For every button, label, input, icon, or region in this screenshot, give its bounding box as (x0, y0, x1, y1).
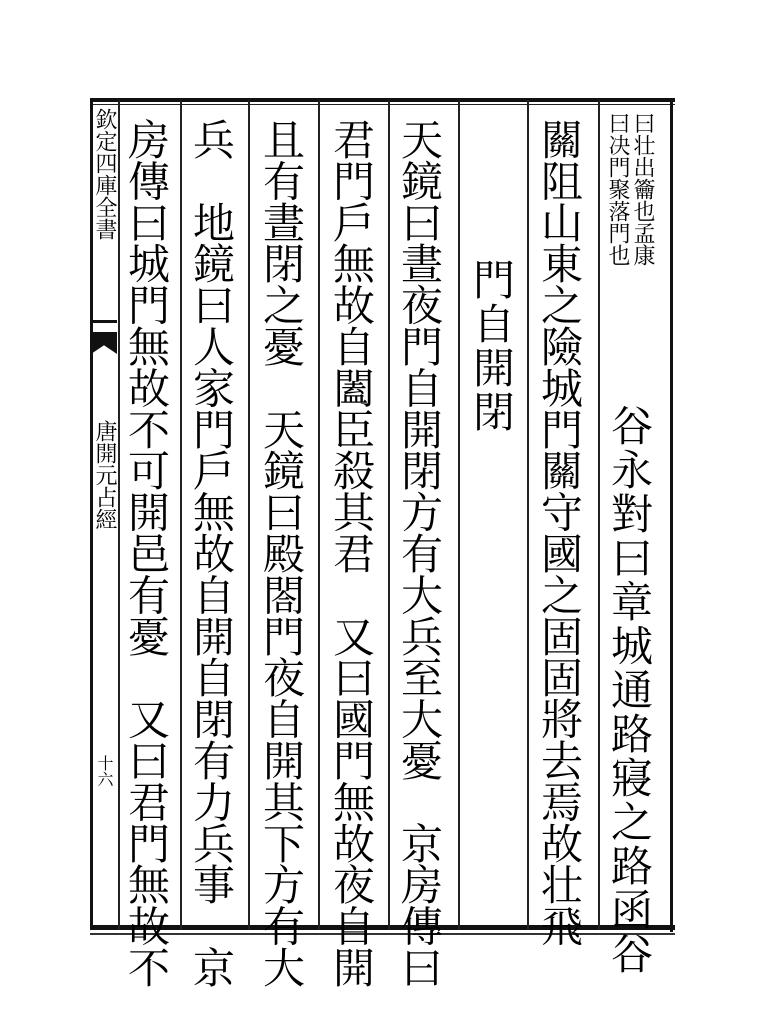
column-rule (527, 100, 529, 930)
column-2-text: 關阻山東之險城門關守國之固固將去焉故壮飛 (535, 118, 584, 947)
margin-divider (118, 100, 120, 930)
margin-book-title: 欽定四庫全書 (92, 108, 117, 240)
margin-work-title: 唐開元占經 (92, 420, 117, 530)
frame-bottom-border (90, 925, 675, 930)
column-3-heading: 門自開閉 (467, 258, 516, 434)
frame-right-border (670, 98, 673, 932)
column-rule (388, 100, 390, 930)
column-7-text: 兵 地鏡曰人家門戶無故自開自閉有力兵事 京 (187, 118, 236, 988)
column-5-text: 君門戶無故自闔臣殺其君 又曰國門無故夜自開 (327, 118, 376, 988)
frame-bottom-inner-border (90, 933, 675, 935)
column-rule (458, 100, 460, 930)
column-6-text: 且有晝閉之憂 天鏡曰殿閤門夜自開其下方有大 (257, 118, 306, 988)
frame-top-border (90, 98, 675, 102)
margin-page-number: 十六 (95, 755, 114, 787)
column-8-text: 房傳曰城門無故不可開邑有憂 又曰君門無故不 (122, 118, 171, 988)
column-rule (318, 100, 320, 930)
fish-tail-bar (91, 320, 117, 323)
column-rule (180, 100, 182, 930)
frame-top-inner-border (90, 104, 675, 105)
annotation-line-left: 曰决門聚落門也 (605, 112, 630, 266)
column-rule (598, 100, 600, 930)
column-1-main-text: 谷永對曰章城通路寢之路函谷 (605, 404, 654, 976)
annotation-line-right: 曰壮出籥也孟康 (630, 112, 655, 266)
column-4-text: 天鏡曰晝夜門自開閉方有大兵至大憂 京房傳曰 (395, 118, 444, 988)
column-rule (248, 100, 250, 930)
